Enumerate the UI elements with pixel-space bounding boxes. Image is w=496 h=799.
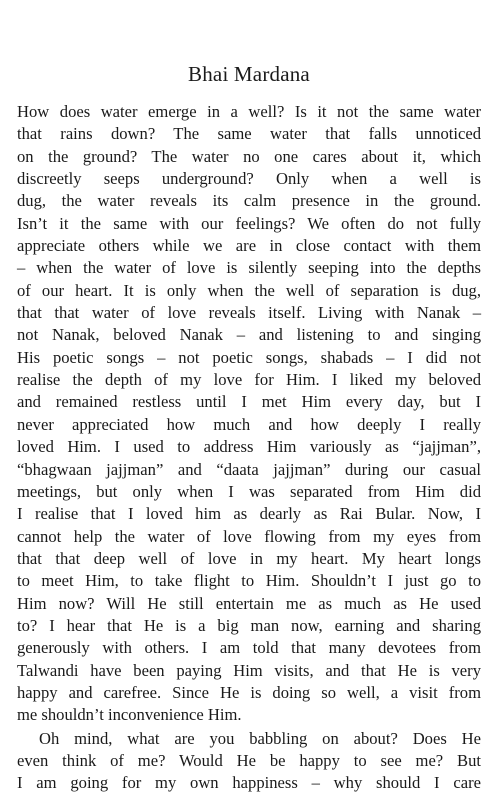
text-line: happy and carefree. Since He is doing so well, a visit from (17, 682, 481, 702)
text-line: Oh mind, what are you babbling on about? Does He (39, 728, 481, 748)
text-line: I realise that I loved him as dearly as Rai Bular. Now, I (17, 504, 481, 524)
text-line: I am going for my own happiness – why should I care (17, 773, 481, 793)
text-line: meetings, but only when I was separated from Him did (17, 481, 481, 501)
text-line: dug, the water reveals its calm presence in the ground. (17, 191, 481, 211)
body-paragraph-1 (17, 101, 481, 727)
text-line: never appreciated how much and how deeply I really (17, 414, 481, 434)
text-line: His poetic songs – not poetic songs, shabads – I did not (17, 347, 481, 367)
text-line: discreetly seeps underground? Only when a well is (17, 169, 481, 189)
text-line: that rains down? The same water that falls unnoticed (17, 124, 481, 144)
text-line: loved Him. I used to address Him variously as “jajjman”, (17, 437, 481, 457)
body-paragraph-2 (17, 728, 481, 795)
text-line: appreciate others while we are in close contact with them (17, 236, 481, 256)
text-line: cannot help the water of love flowing from my eyes from (17, 526, 481, 546)
text-line: me shouldn’t inconvenience Him. (17, 705, 242, 725)
chapter-title: Bhai Mardana (188, 62, 310, 86)
text-line: realise the depth of my love for Him. I liked my beloved (17, 370, 481, 390)
text-line: to? I hear that He is a big man now, earning and sharing (17, 615, 481, 635)
text-line: even think of me? Would He be happy to see me? But (17, 750, 481, 770)
text-line: to meet Him, to take flight to Him. Shouldn’t I just go to (17, 571, 481, 591)
text-line: Talwandi have been paying Him visits, and that He is very (17, 660, 481, 680)
text-line: on the ground? The water no one cares about it, which (17, 146, 481, 166)
text-line: Him now? Will He still entertain me as much as He used (17, 593, 481, 613)
text-line: of our heart. It is only when the well of separation is dug, (17, 280, 481, 300)
text-line: Isn’t it the same with our feelings? We often do not fully (17, 213, 481, 233)
text-line: not Nanak, beloved Nanak – and listening to and singing (17, 325, 481, 345)
text-line: – when the water of love is silently seeping into the depths (17, 258, 481, 278)
text-line: that that deep well of love in my heart. My heart longs (17, 548, 481, 568)
text-line: that that water of love reveals itself. Living with Nanak – (17, 303, 481, 323)
text-line: How does water emerge in a well? Is it not the same water (17, 102, 481, 121)
text-line: and remained restless until I met Him every day, but I (17, 392, 481, 412)
text-line: “bhagwaan jajjman” and “daata jajjman” during our casual (17, 459, 481, 479)
text-line: generously with others. I am told that many devotees from (17, 638, 481, 658)
